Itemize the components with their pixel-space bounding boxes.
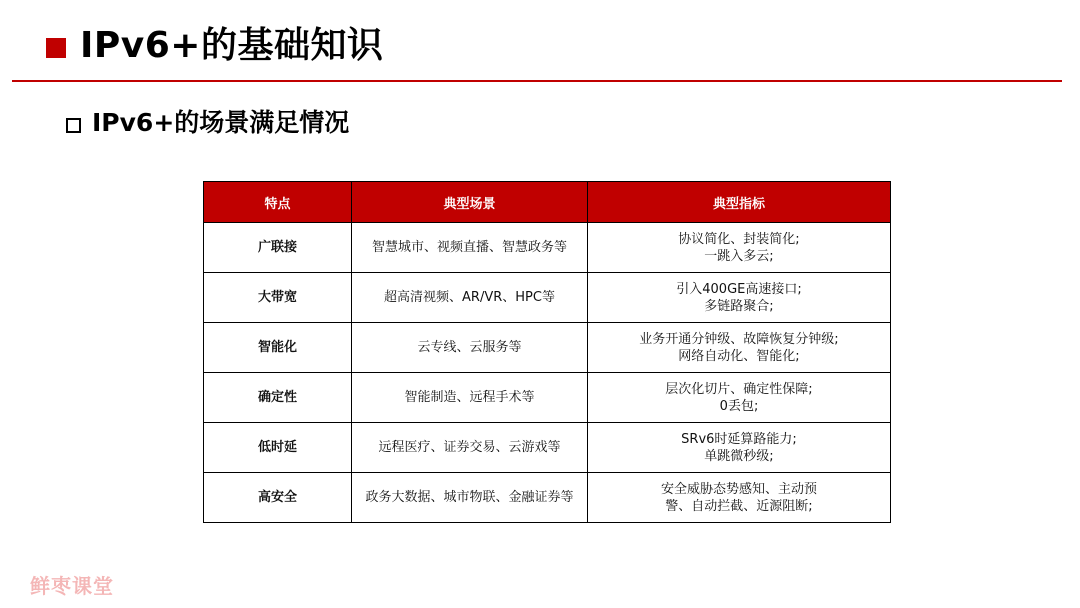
metric-line: 0丢包; [719,398,759,414]
metric-line: 层次化切片、确定性保障; [665,381,813,397]
metric-line: SRv6时延算路能力; [681,431,797,447]
column-header-feature: 特点 [204,182,352,223]
scenario-cell: 云专线、云服务等 [352,323,588,373]
feature-cell: 智能化 [204,323,352,373]
feature-cell: 广联接 [204,223,352,273]
column-header-metric: 典型指标 [588,182,891,223]
metric-line: 警、自动拦截、近源阻断; [665,498,813,514]
table-row [204,373,891,423]
section-title: IPv6+的场景满足情况 [92,108,350,137]
table-row [204,273,891,323]
metric-line: 一跳入多云; [704,248,774,264]
title-marker [46,38,66,58]
table-row [204,423,891,473]
scenario-cell: 政务大数据、城市物联、金融证券等 [352,473,588,523]
metric-line: 安全威胁态势感知、主动预 [660,481,817,497]
metric-line: 单跳微秒级; [704,448,774,464]
metric-line: 业务开通分钟级、故障恢复分钟级; [639,331,839,347]
feature-cell: 低时延 [204,423,352,473]
table-header-row [204,182,891,223]
page-title: IPv6+的基础知识 [80,25,384,66]
section-bullet-icon [66,118,81,133]
metric-line: 网络自动化、智能化; [678,348,800,364]
metric-cell [588,323,891,373]
scenario-table [203,181,891,523]
title-divider [12,80,1062,82]
metric-line: 引入400GE高速接口; [676,281,802,297]
metric-cell [588,473,891,523]
metric-line: 协议简化、封装简化; [678,231,800,247]
table-row [204,473,891,523]
feature-cell: 高安全 [204,473,352,523]
table-row [204,323,891,373]
scenario-cell: 超高清视频、AR/VR、HPC等 [352,273,588,323]
metric-cell [588,223,891,273]
column-header-scenario: 典型场景 [352,182,588,223]
metric-cell [588,373,891,423]
scenario-cell: 智能制造、远程手术等 [352,373,588,423]
scenario-cell: 智慧城市、视频直播、智慧政务等 [352,223,588,273]
scenario-cell: 远程医疗、证券交易、云游戏等 [352,423,588,473]
feature-cell: 大带宽 [204,273,352,323]
metric-line: 多链路聚合; [704,298,774,314]
watermark-logo: 鲜枣课堂 [30,574,114,598]
metric-cell [588,273,891,323]
feature-cell: 确定性 [204,373,352,423]
table-row [204,223,891,273]
metric-cell [588,423,891,473]
